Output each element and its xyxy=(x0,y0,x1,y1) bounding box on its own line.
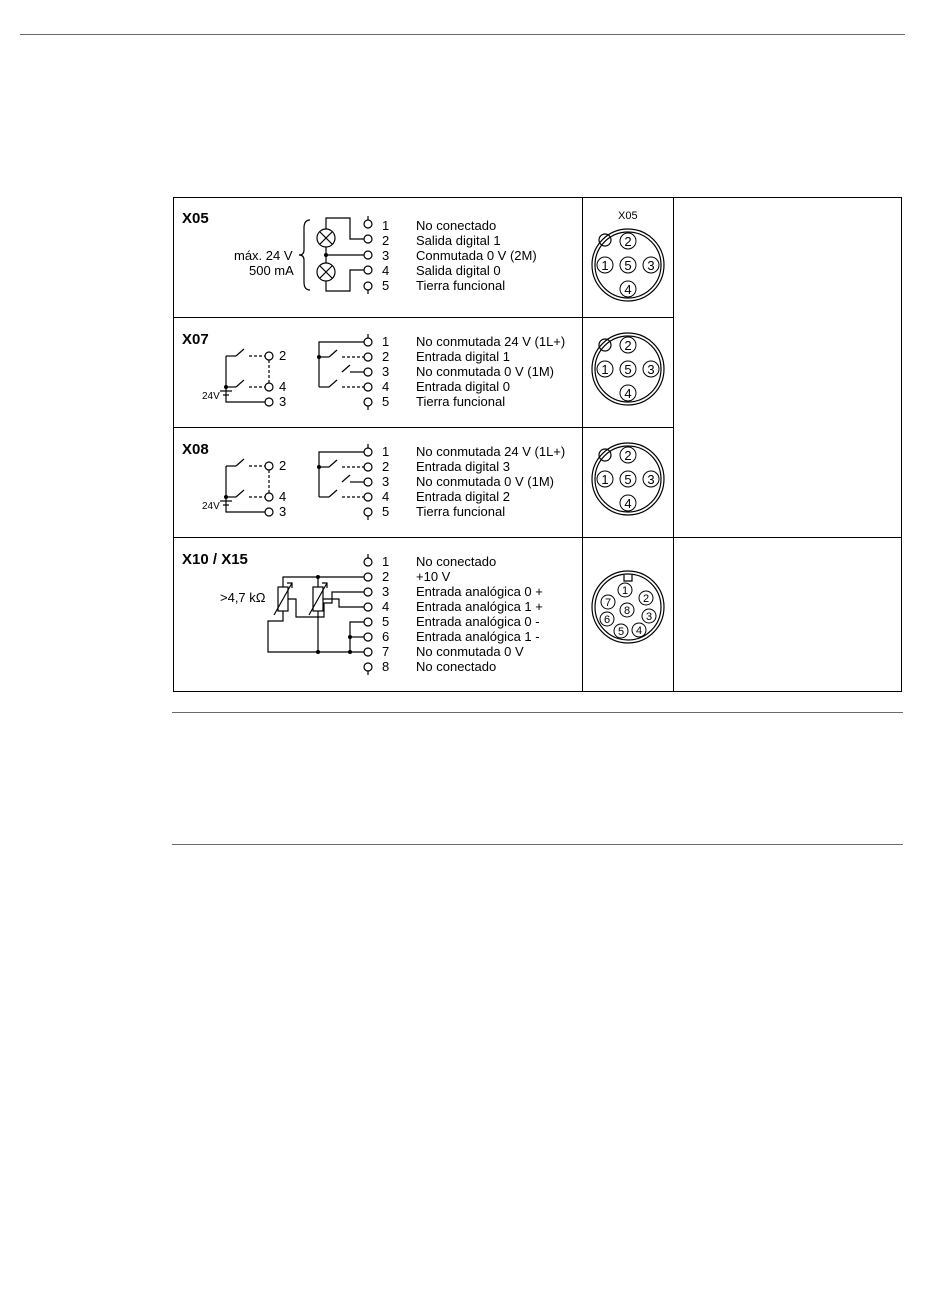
pin-list xyxy=(382,444,565,519)
page-header-rule xyxy=(20,34,905,35)
connector-title: X07 xyxy=(182,331,209,348)
pinout-table xyxy=(173,197,902,692)
pin-row: 2 Salida digital 1 xyxy=(382,233,501,248)
sensor-pin-label: 2 xyxy=(279,348,287,363)
svg-text:2: 2 xyxy=(624,338,632,353)
svg-text:2: 2 xyxy=(624,234,632,249)
sensor-pin-label: 4 xyxy=(279,379,287,394)
pin-row: 8 No conectado xyxy=(382,659,497,674)
svg-text:3: 3 xyxy=(647,472,655,487)
pin-row: 3 No conmutada 0 V (1M) xyxy=(382,474,555,489)
connector-section-x08 xyxy=(174,427,582,537)
svg-text:1: 1 xyxy=(621,585,629,597)
svg-text:4: 4 xyxy=(635,625,643,637)
pin-list xyxy=(382,334,565,409)
m12-5pin-face xyxy=(583,427,673,537)
m12-5pin-face xyxy=(583,198,673,317)
pin-row: 6 Entrada analógica 1 - xyxy=(382,629,540,644)
pin-row: 1 No conectado xyxy=(382,218,497,233)
pin-list xyxy=(382,218,537,293)
pin-row: 5 Tierra funcional xyxy=(382,278,506,293)
sensor-pin-label: 3 xyxy=(279,504,287,519)
m12-8pin-face xyxy=(583,537,673,691)
svg-text:5: 5 xyxy=(624,362,632,377)
max-voltage-label: máx. 24 V xyxy=(234,248,293,263)
svg-text:4: 4 xyxy=(624,496,632,511)
sensor-pin-label: 4 xyxy=(279,489,287,504)
pin-row: 5 Entrada analógica 0 - xyxy=(382,614,540,629)
connector-title: X05 xyxy=(182,210,209,227)
svg-text:2: 2 xyxy=(642,593,650,605)
pin-row: 1 No conmutada 24 V (1L+) xyxy=(382,334,566,349)
pin-row: 4 Entrada digital 0 xyxy=(382,379,510,394)
svg-text:4: 4 xyxy=(624,386,632,401)
sensor-pin-label: 2 xyxy=(279,458,287,473)
svg-text:7: 7 xyxy=(604,597,612,609)
pin-row: 2 Entrada digital 1 xyxy=(382,349,510,364)
section-rule xyxy=(172,844,903,845)
svg-text:3: 3 xyxy=(647,362,655,377)
svg-text:4: 4 xyxy=(624,282,632,297)
svg-text:5: 5 xyxy=(624,258,632,273)
pin-list xyxy=(382,554,543,674)
pin-row: 2 Entrada digital 3 xyxy=(382,459,510,474)
pin-row: 7 No conmutada 0 V xyxy=(382,644,524,659)
pin-row: 1 No conectado xyxy=(382,554,497,569)
connector-title: X08 xyxy=(182,441,209,458)
connector-section-x05 xyxy=(174,198,582,317)
pin-row: 4 Entrada digital 2 xyxy=(382,489,510,504)
pin-row: 5 Tierra funcional xyxy=(382,504,506,519)
connector-face-x10-x15 xyxy=(583,537,673,691)
connector-face-x05 xyxy=(583,198,673,317)
pin-row: 4 Salida digital 0 xyxy=(382,263,501,278)
svg-text:5: 5 xyxy=(617,626,625,638)
pin-row: 3 Conmutada 0 V (2M) xyxy=(382,248,537,263)
pin-row: 3 No conmutada 0 V (1M) xyxy=(382,364,555,379)
connector-section-x10-x15 xyxy=(174,537,582,691)
svg-text:8: 8 xyxy=(623,605,631,617)
pin-row: 4 Entrada analógica 1 + xyxy=(382,599,543,614)
pin-row: 2 +10 V xyxy=(382,569,451,584)
connector-face-x07 xyxy=(583,317,673,427)
svg-text:1: 1 xyxy=(601,258,609,273)
connector-face-x08 xyxy=(583,427,673,537)
column-divider-face xyxy=(673,198,674,691)
pin-row: 5 Tierra funcional xyxy=(382,394,506,409)
svg-text:6: 6 xyxy=(603,614,611,626)
pin-row: 1 No conmutada 24 V (1L+) xyxy=(382,444,566,459)
connector-section-x07 xyxy=(174,317,582,427)
supply-voltage-label: 24V xyxy=(202,391,220,402)
m12-5pin-face xyxy=(583,317,673,427)
pin-row: 3 Entrada analógica 0 + xyxy=(382,584,543,599)
svg-text:3: 3 xyxy=(647,258,655,273)
svg-text:5: 5 xyxy=(624,472,632,487)
svg-text:1: 1 xyxy=(601,362,609,377)
resistance-label: >4,7 kΩ xyxy=(220,590,266,605)
svg-text:3: 3 xyxy=(645,611,653,623)
svg-text:1: 1 xyxy=(601,472,609,487)
connector-title: X10 / X15 xyxy=(182,551,248,568)
supply-voltage-label: 24V xyxy=(202,501,220,512)
svg-text:2: 2 xyxy=(624,448,632,463)
face-title: X05 xyxy=(618,210,638,222)
max-current-label: 500 mA xyxy=(249,263,294,278)
section-rule xyxy=(172,712,903,713)
sensor-pin-label: 3 xyxy=(279,394,287,409)
